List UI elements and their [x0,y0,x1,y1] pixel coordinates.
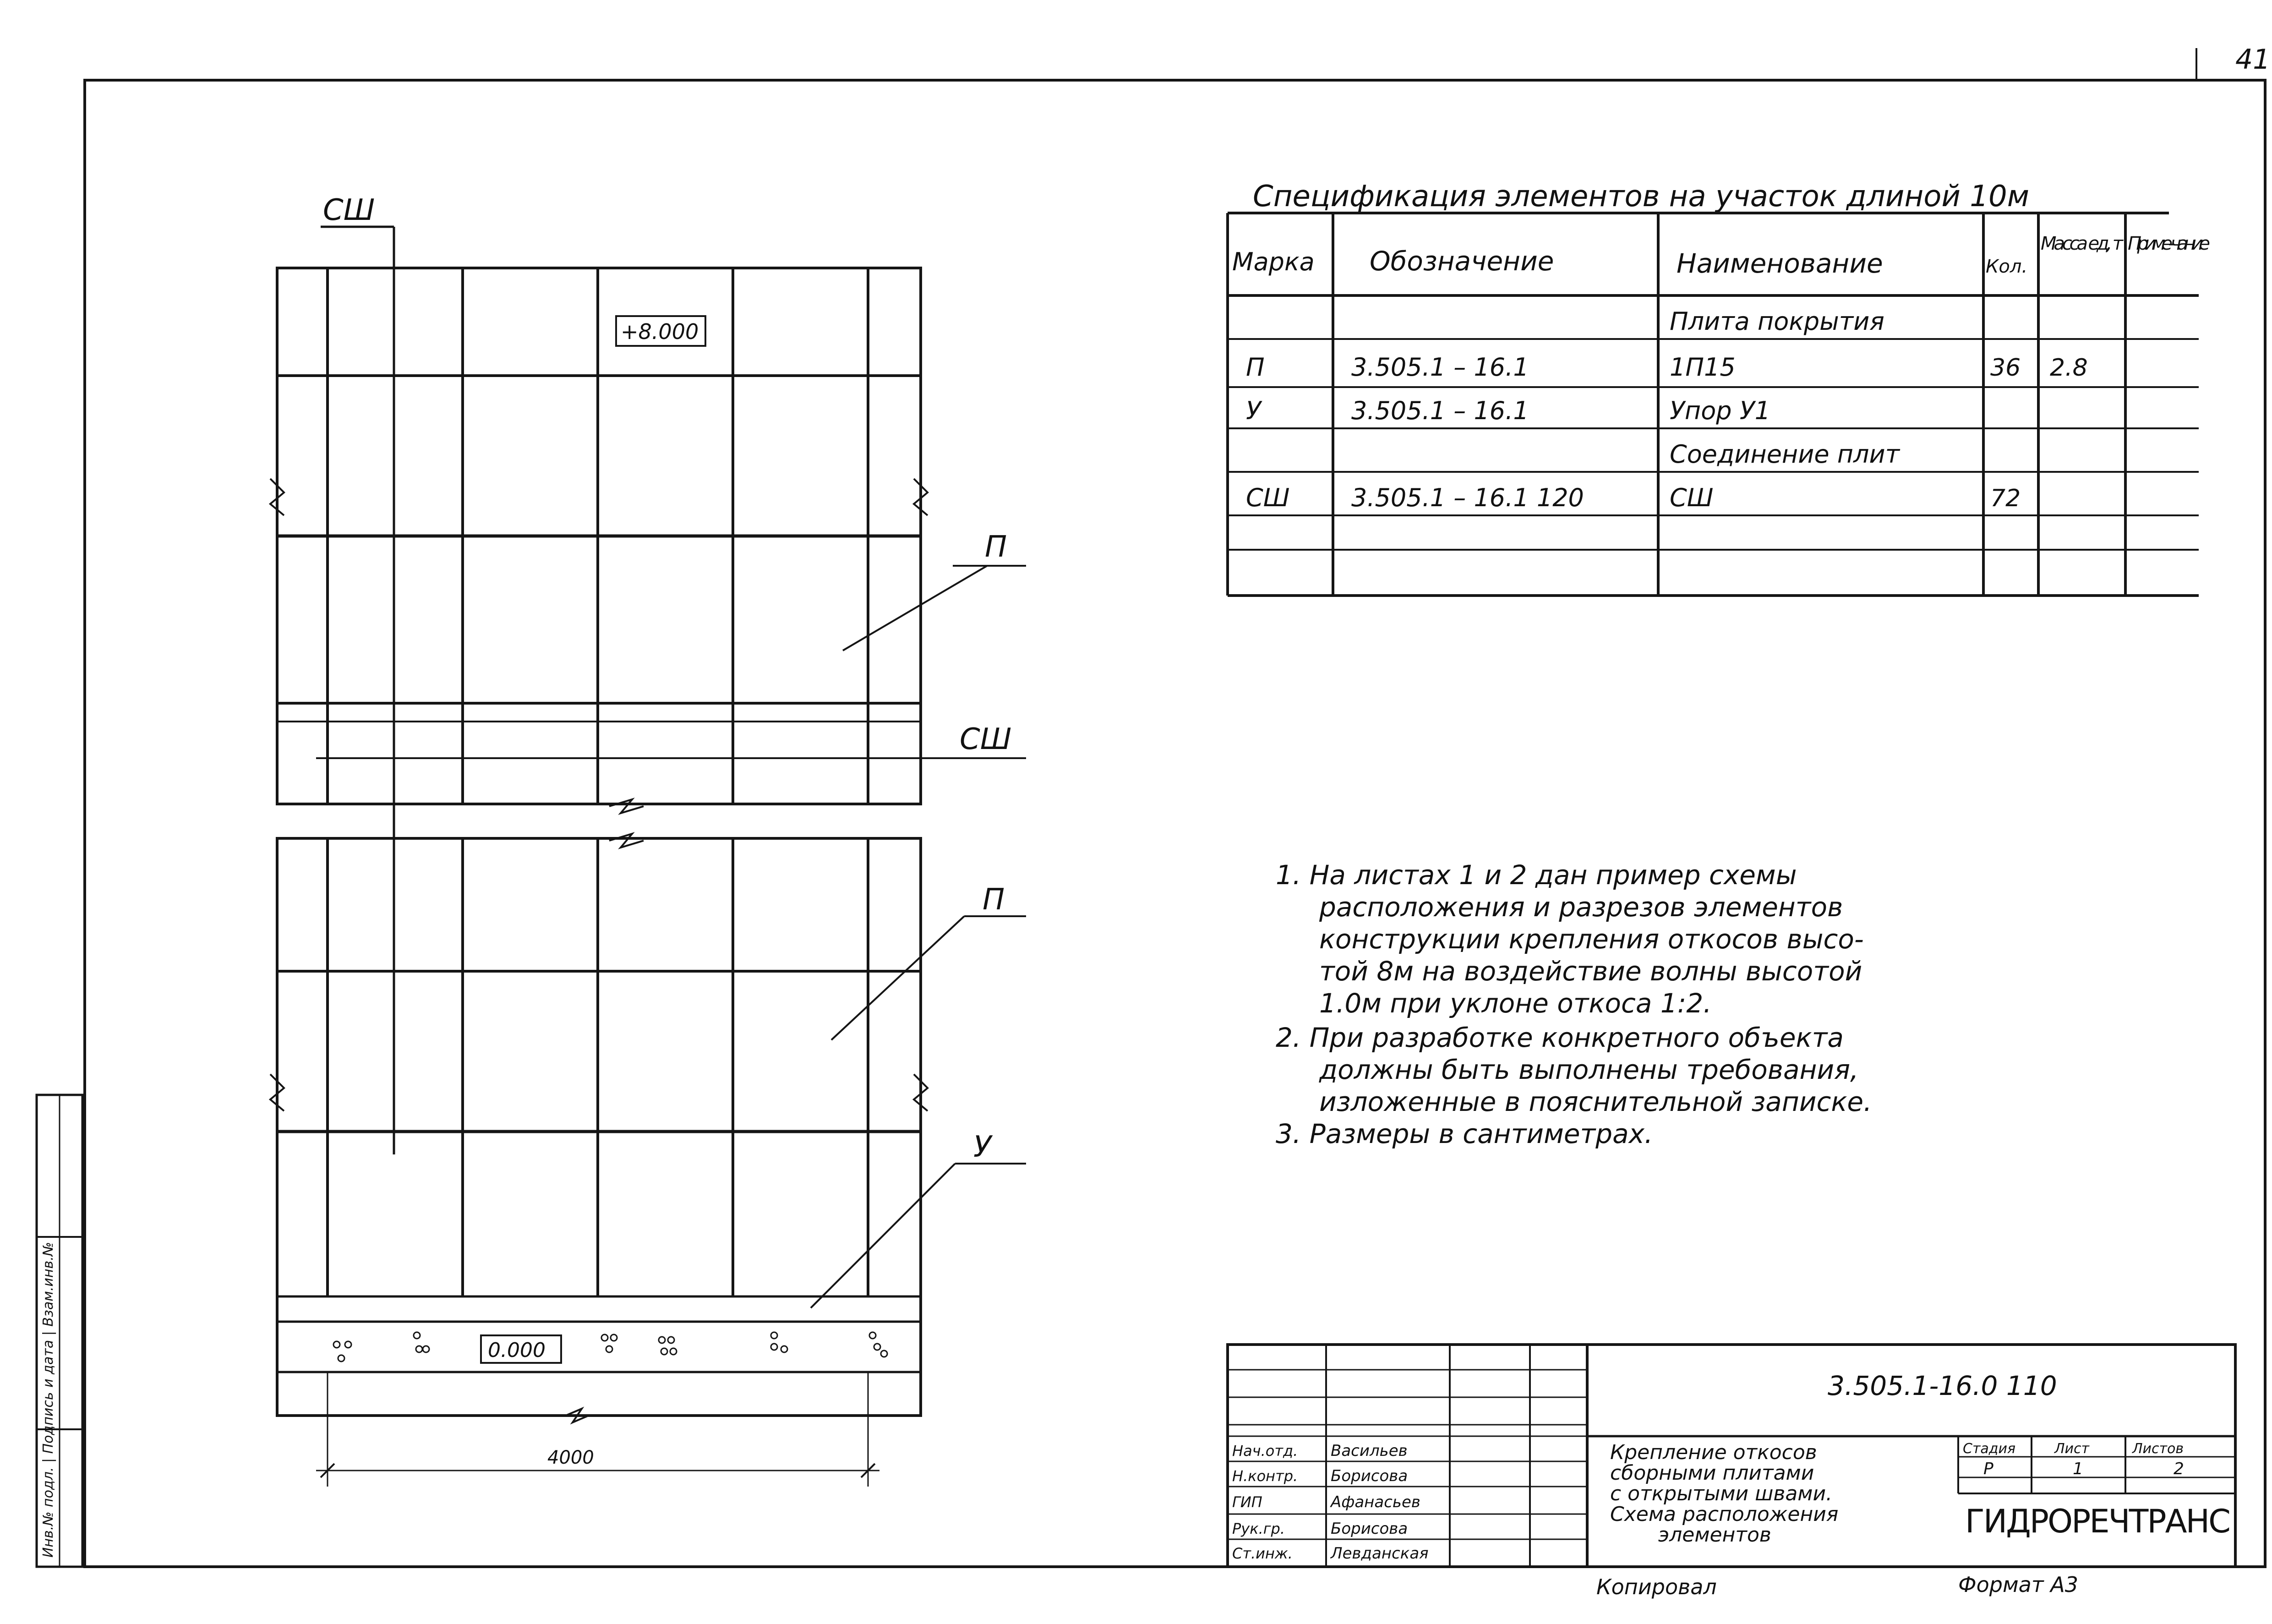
spec-table [1228,180,2210,596]
tb-title-line: с открытыми швами. [1610,1482,1833,1505]
tb-code: 3.505.1-16.0 110 [1828,1370,2057,1401]
tb-role: Нач.отд. [1232,1442,1298,1460]
note-line: 3. Размеры в сантиметрах. [1276,1118,1653,1149]
tb-role: Ст.инж. [1232,1545,1293,1562]
level-label-bottom: 0.000 [488,1339,546,1362]
spec-header-note: Приме-чание [2128,233,2210,254]
tb-name: Борисова [1331,1520,1408,1538]
note-line: должны быть выполнены требования, [1319,1054,1859,1085]
side-stamp-text: Инв.№ подл. | Подпись и дата | Взам.инв.№ [40,1242,56,1558]
spec-cell-mark: П [1246,353,1265,382]
tb-sheets: 2 [2174,1460,2184,1478]
note-line: 1.0м при уклоне откоса 1:2. [1319,988,1712,1019]
tb-name: Афанасьев [1331,1493,1420,1511]
spec-cell-name: СШ [1670,483,1714,512]
spec-cell-designation: 3.505.1 – 16.1 120 [1351,483,1584,512]
spec-cell-mark: СШ [1246,483,1290,512]
spec-header-designation: Обозначение [1370,246,1554,277]
tb-sheet-label: Лист [2054,1441,2090,1457]
page-number: 41 [2235,44,2271,76]
spec-cell-mass: 2.8 [2050,354,2088,382]
level-label-top: +8.000 [621,319,699,344]
title-block [1228,1345,2235,1599]
side-stamp [37,1095,82,1567]
note-line: 2. При разработке конкретного объекта [1276,1022,1844,1053]
spec-cell-qty: 72 [1990,485,2021,512]
tb-organization: ГИДРОРЕЧТРАНС [1965,1503,2231,1540]
spec-cell-designation: 3.505.1 – 16.1 [1351,396,1529,425]
tb-role: Н.контр. [1232,1467,1298,1485]
tb-stage-label: Стадия [1963,1441,2016,1457]
copied-by: Копировал [1596,1575,1717,1599]
tb-sheets-label: Листов [2132,1441,2184,1457]
tb-name: Борисова [1331,1467,1408,1485]
note-line: изложенные в пояснительной записке. [1319,1086,1872,1117]
note-line: расположения и разрезов элементов [1319,891,1843,923]
note-line: 1. На листах 1 и 2 дан пример схемы [1276,859,1797,891]
spec-header-qty: Кол. [1986,256,2028,277]
tb-role: ГИП [1232,1493,1262,1511]
tb-sheet: 1 [2073,1460,2083,1478]
tb-stage: Р [1983,1460,1993,1478]
callout-p-upper: П [985,530,1007,564]
callout-u: У [973,1130,991,1164]
notes [1276,859,1872,1149]
spec-cell-name: Плита покрытия [1670,307,1884,336]
spec-cell-qty: 36 [1990,354,2021,382]
tb-title-line: элементов [1658,1523,1771,1547]
tb-role: Рук.гр. [1232,1520,1285,1537]
tb-name: Левданская [1331,1544,1429,1563]
note-line: конструкции крепления откосов высо- [1319,924,1864,955]
spec-cell-name: Упор У1 [1670,396,1770,425]
tb-name: Васильев [1331,1442,1408,1460]
spec-header-name: Наименование [1677,248,1883,279]
section-mark-top: СШ [323,193,375,227]
lower-plan [270,834,1026,1487]
spec-rows [1246,307,2088,512]
spec-cell-mark: У [1246,396,1261,425]
tb-title-line: сборными плитами [1610,1461,1814,1485]
anchor-symbols [333,1332,887,1362]
tb-title-line: Крепление откосов [1610,1441,1817,1464]
spec-cell-name: 1П15 [1670,353,1736,382]
upper-plan [270,193,1026,1154]
spec-header-mass: Масса ед, т [2041,233,2123,254]
callout-p-lower: П [983,883,1005,917]
format-label: Формат А3 [1958,1572,2078,1597]
tb-title-line: Схема расположения [1610,1503,1839,1526]
section-mark-right: СШ [960,722,1012,756]
dimension-label: 4000 [547,1447,594,1468]
spec-cell-name: Соединение плит [1670,440,1900,469]
spec-cell-designation: 3.505.1 – 16.1 [1351,353,1529,382]
spec-header-mark: Марка [1232,247,1315,276]
note-line: той 8м на воздействие волны высотой [1319,956,1862,987]
spec-title: Спецификация элементов на участок длиной 10м [1253,180,2029,213]
